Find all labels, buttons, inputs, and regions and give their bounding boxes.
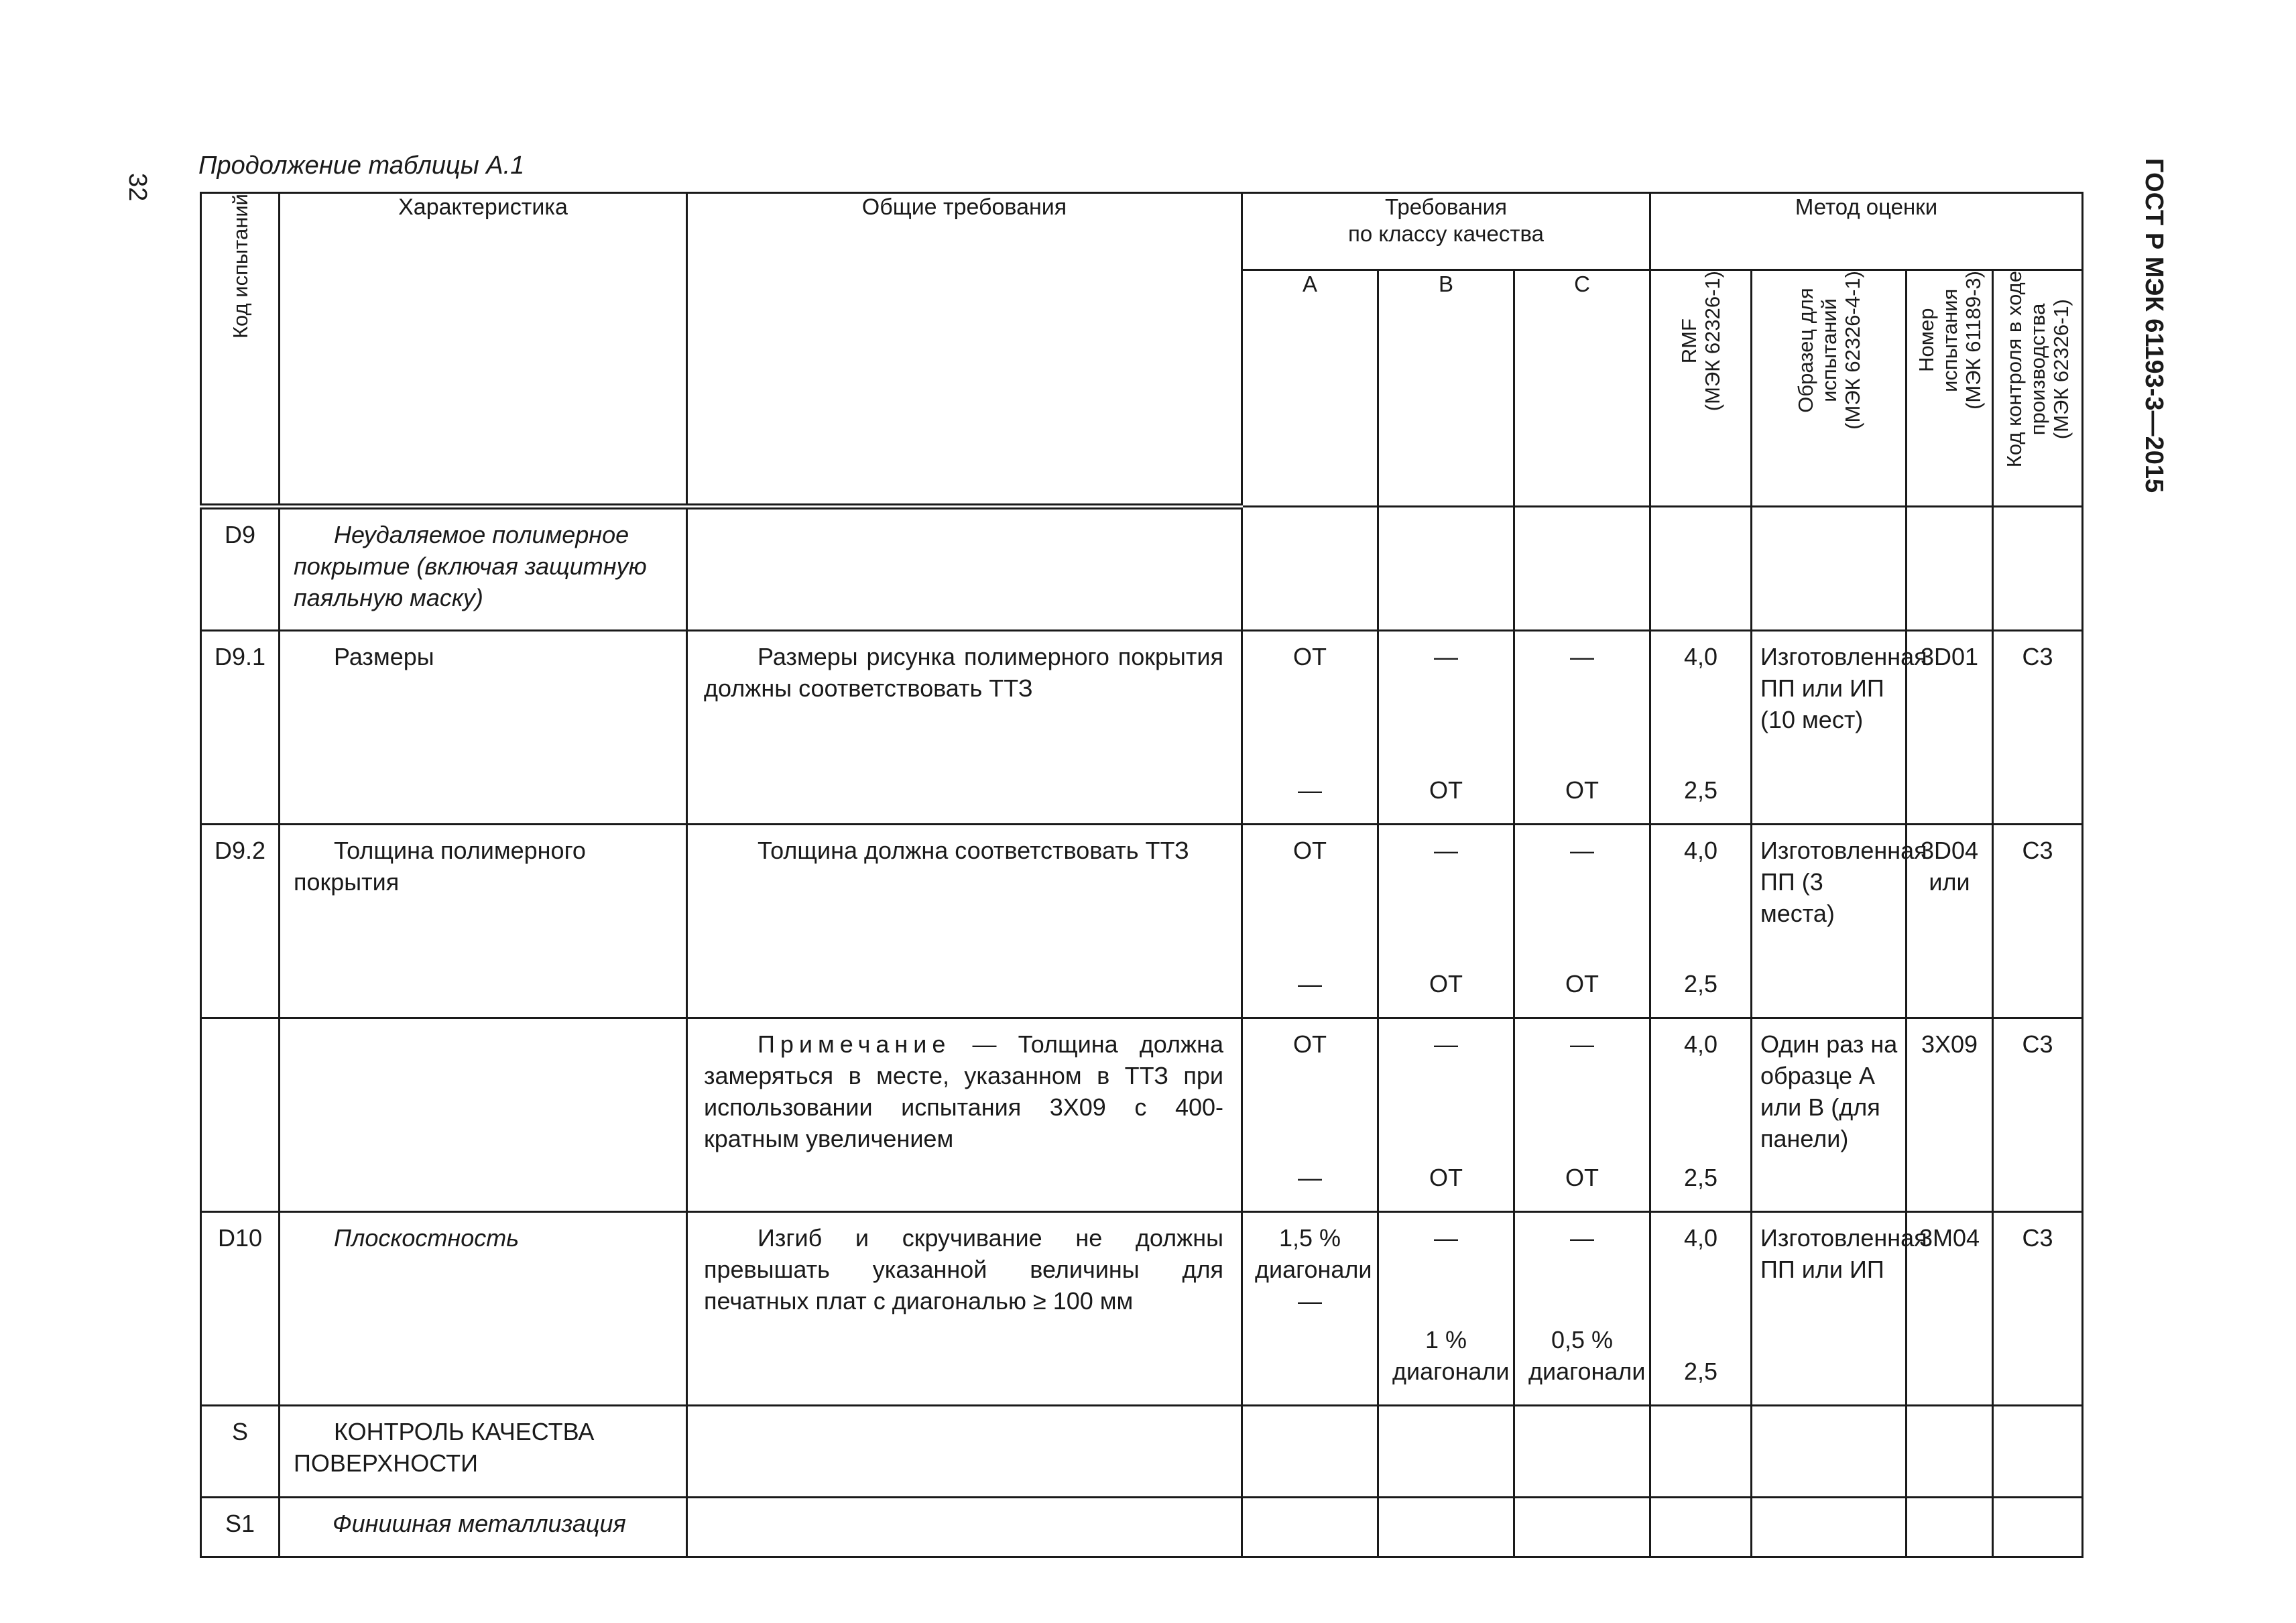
row-characteristic: Финишная металлизация bbox=[280, 1498, 687, 1557]
class-b-bottom: ОТ bbox=[1429, 776, 1463, 804]
class-b-cell bbox=[1378, 825, 1514, 1018]
class-b-top: — bbox=[1434, 1030, 1458, 1058]
empty-cell bbox=[687, 507, 1242, 631]
rmf-top: 4,0 bbox=[1683, 1030, 1718, 1058]
row-characteristic: КОНТРОЛЬ КАЧЕСТВА ПОВЕРХНОСТИ bbox=[280, 1406, 687, 1498]
header-test-number bbox=[1907, 270, 1993, 507]
row-code: S bbox=[201, 1406, 280, 1498]
empty-cell bbox=[1752, 1406, 1907, 1498]
header-control-code bbox=[1993, 270, 2083, 507]
empty-cell bbox=[1650, 1406, 1752, 1498]
rmf-cell bbox=[1650, 825, 1752, 1018]
class-c-bottom: ОТ bbox=[1565, 776, 1599, 804]
class-c-bottom: 0,5 % диагонали bbox=[1528, 1326, 1646, 1385]
header-test-code-label: Код испытаний bbox=[228, 194, 252, 339]
class-b-bottom: ОТ bbox=[1429, 970, 1463, 998]
header-quality-class-group: Требования по классу качества bbox=[1242, 193, 1650, 270]
sample-cell: Один раз на образце А или В (для панели) bbox=[1752, 1018, 1907, 1212]
class-c-bottom: ОТ bbox=[1565, 1164, 1599, 1191]
header-evaluation-method-group: Метод оценки bbox=[1650, 193, 2083, 270]
row-code: S1 bbox=[201, 1498, 280, 1557]
table-row bbox=[201, 507, 2083, 631]
empty-cell bbox=[1378, 507, 1514, 631]
header-class-a: А bbox=[1242, 270, 1378, 507]
class-a-bottom: — bbox=[1298, 1287, 1322, 1315]
control-code-cell: С3 bbox=[1993, 1212, 2083, 1406]
empty-cell bbox=[1650, 1498, 1752, 1557]
rmf-cell bbox=[1650, 631, 1752, 825]
row-requirement: Толщина должна соответствовать ТТЗ bbox=[687, 825, 1242, 1018]
rmf-cell bbox=[1650, 1018, 1752, 1212]
header-general-requirements: Общие требования bbox=[687, 193, 1242, 507]
row-requirement: Изгиб и скручивание не должны превышать указанной величины для печатных плат с диагональю ≥ 100 мм bbox=[687, 1212, 1242, 1406]
rmf-bottom: 2,5 bbox=[1683, 1164, 1718, 1191]
note-label: Примечание bbox=[758, 1030, 951, 1058]
empty-cell bbox=[201, 1018, 280, 1212]
class-b-cell bbox=[1378, 1212, 1514, 1406]
class-b-top: — bbox=[1434, 837, 1458, 864]
rmf-bottom: 2,5 bbox=[1683, 1358, 1718, 1385]
table-row bbox=[201, 631, 2083, 825]
row-code: D9.1 bbox=[201, 631, 280, 825]
empty-cell bbox=[280, 1018, 687, 1212]
table-row bbox=[201, 1498, 2083, 1557]
table-row bbox=[201, 1406, 2083, 1498]
class-a-bottom: — bbox=[1298, 1164, 1322, 1191]
test-number-cell: 3D04 или bbox=[1907, 825, 1993, 1018]
class-c-top: — bbox=[1570, 1030, 1594, 1058]
row-note bbox=[687, 1018, 1242, 1212]
standard-title: ГОСТ Р МЭК 61193-3—2015 bbox=[2140, 158, 2168, 493]
empty-cell bbox=[1907, 1498, 1993, 1557]
page-number: 32 bbox=[123, 173, 152, 202]
rmf-top: 4,0 bbox=[1683, 643, 1718, 670]
row-code: D10 bbox=[201, 1212, 280, 1406]
class-b-cell bbox=[1378, 1018, 1514, 1212]
empty-cell bbox=[1378, 1498, 1514, 1557]
header-control-code-label: Код контроля в ходе производства (МЭК 62326-1) bbox=[2002, 271, 2073, 468]
row-code: D9.2 bbox=[201, 825, 280, 1018]
rmf-top: 4,0 bbox=[1683, 837, 1718, 864]
header-sample bbox=[1752, 270, 1907, 507]
sample-cell: Изготовленная ПП или ИП bbox=[1752, 1212, 1907, 1406]
rmf-cell bbox=[1650, 1212, 1752, 1406]
class-c-cell bbox=[1514, 631, 1650, 825]
empty-cell bbox=[687, 1406, 1242, 1498]
row-code: D9 bbox=[201, 507, 280, 631]
header-class-c: С bbox=[1514, 270, 1650, 507]
class-b-cell bbox=[1378, 631, 1514, 825]
control-code-cell: С3 bbox=[1993, 631, 2083, 825]
class-a-top: ОТ bbox=[1293, 1030, 1327, 1058]
class-c-cell bbox=[1514, 1018, 1650, 1212]
row-characteristic: Неудаляемое полимерное покрытие (включая защитную паяльную маску) bbox=[280, 507, 687, 631]
class-c-bottom: ОТ bbox=[1565, 970, 1599, 998]
test-number-cell: 3Х09 bbox=[1907, 1018, 1993, 1212]
control-code-cell: С3 bbox=[1993, 1018, 2083, 1212]
sample-cell: Изготовленная ПП (3 места) bbox=[1752, 825, 1907, 1018]
empty-cell bbox=[1993, 1406, 2083, 1498]
class-a-cell bbox=[1242, 825, 1378, 1018]
control-code-cell: С3 bbox=[1993, 825, 2083, 1018]
class-a-bottom: — bbox=[1298, 970, 1322, 998]
empty-cell bbox=[1514, 507, 1650, 631]
sample-cell: Изготовленная ПП или ИП (10 мест) bbox=[1752, 631, 1907, 825]
header-test-number-label: Номер испытания (МЭК 61189-3) bbox=[1914, 271, 1985, 410]
header-class-b: В bbox=[1378, 270, 1514, 507]
empty-cell bbox=[1242, 1498, 1378, 1557]
header-characteristic: Характеристика bbox=[280, 193, 687, 507]
class-a-cell bbox=[1242, 1018, 1378, 1212]
class-a-top: 1,5 % диагонали bbox=[1255, 1224, 1372, 1283]
class-c-cell bbox=[1514, 825, 1650, 1018]
empty-cell bbox=[1907, 507, 1993, 631]
class-c-cell bbox=[1514, 1212, 1650, 1406]
header-sample-label: Образец для испытаний (МЭК 62326-4-1) bbox=[1793, 271, 1864, 430]
empty-cell bbox=[1514, 1406, 1650, 1498]
table-row bbox=[201, 1018, 2083, 1212]
class-a-cell bbox=[1242, 631, 1378, 825]
rmf-bottom: 2,5 bbox=[1683, 970, 1718, 998]
empty-cell bbox=[1752, 507, 1907, 631]
class-a-top: ОТ bbox=[1293, 837, 1327, 864]
requirements-table bbox=[200, 192, 2083, 1558]
class-a-top: ОТ bbox=[1293, 643, 1327, 670]
class-b-bottom: ОТ bbox=[1429, 1164, 1463, 1191]
class-a-cell bbox=[1242, 1212, 1378, 1406]
test-number-cell: 3М04 bbox=[1907, 1212, 1993, 1406]
empty-cell bbox=[1993, 1498, 2083, 1557]
header-rmf-label: RMF (МЭК 62326-1) bbox=[1677, 271, 1725, 412]
header-rmf bbox=[1650, 270, 1752, 507]
class-c-top: — bbox=[1570, 643, 1594, 670]
rmf-top: 4,0 bbox=[1683, 1224, 1718, 1252]
empty-cell bbox=[1993, 507, 2083, 631]
table-row bbox=[201, 825, 2083, 1018]
empty-cell bbox=[1752, 1498, 1907, 1557]
empty-cell bbox=[1514, 1498, 1650, 1557]
row-characteristic: Толщина полимерного покрытия bbox=[280, 825, 687, 1018]
class-c-top: — bbox=[1570, 1224, 1594, 1252]
class-b-top: — bbox=[1434, 643, 1458, 670]
rmf-bottom: 2,5 bbox=[1683, 776, 1718, 804]
row-characteristic: Плоскостность bbox=[280, 1212, 687, 1406]
row-characteristic: Размеры bbox=[280, 631, 687, 825]
class-b-bottom: 1 % диагонали bbox=[1392, 1326, 1510, 1385]
header-test-code bbox=[201, 193, 280, 507]
row-requirement: Размеры рисунка полимерного покрытия должны соответствовать ТТЗ bbox=[687, 631, 1242, 825]
table-continuation-caption: Продолжение таблицы А.1 bbox=[198, 152, 525, 180]
test-number-cell: 3D01 bbox=[1907, 631, 1993, 825]
table-row bbox=[201, 1212, 2083, 1406]
empty-cell bbox=[687, 1498, 1242, 1557]
class-b-top: — bbox=[1434, 1224, 1458, 1252]
class-a-bottom: — bbox=[1298, 776, 1322, 804]
empty-cell bbox=[1378, 1406, 1514, 1498]
empty-cell bbox=[1242, 1406, 1378, 1498]
empty-cell bbox=[1907, 1406, 1993, 1498]
header-row bbox=[201, 193, 2083, 270]
class-c-top: — bbox=[1570, 837, 1594, 864]
note-text: — Толщина должна замеряться в месте, указанном в ТТЗ при использовании испытания 3Х09 с 400-кратным увеличением bbox=[704, 1030, 1223, 1152]
empty-cell bbox=[1242, 507, 1378, 631]
empty-cell bbox=[1650, 507, 1752, 631]
